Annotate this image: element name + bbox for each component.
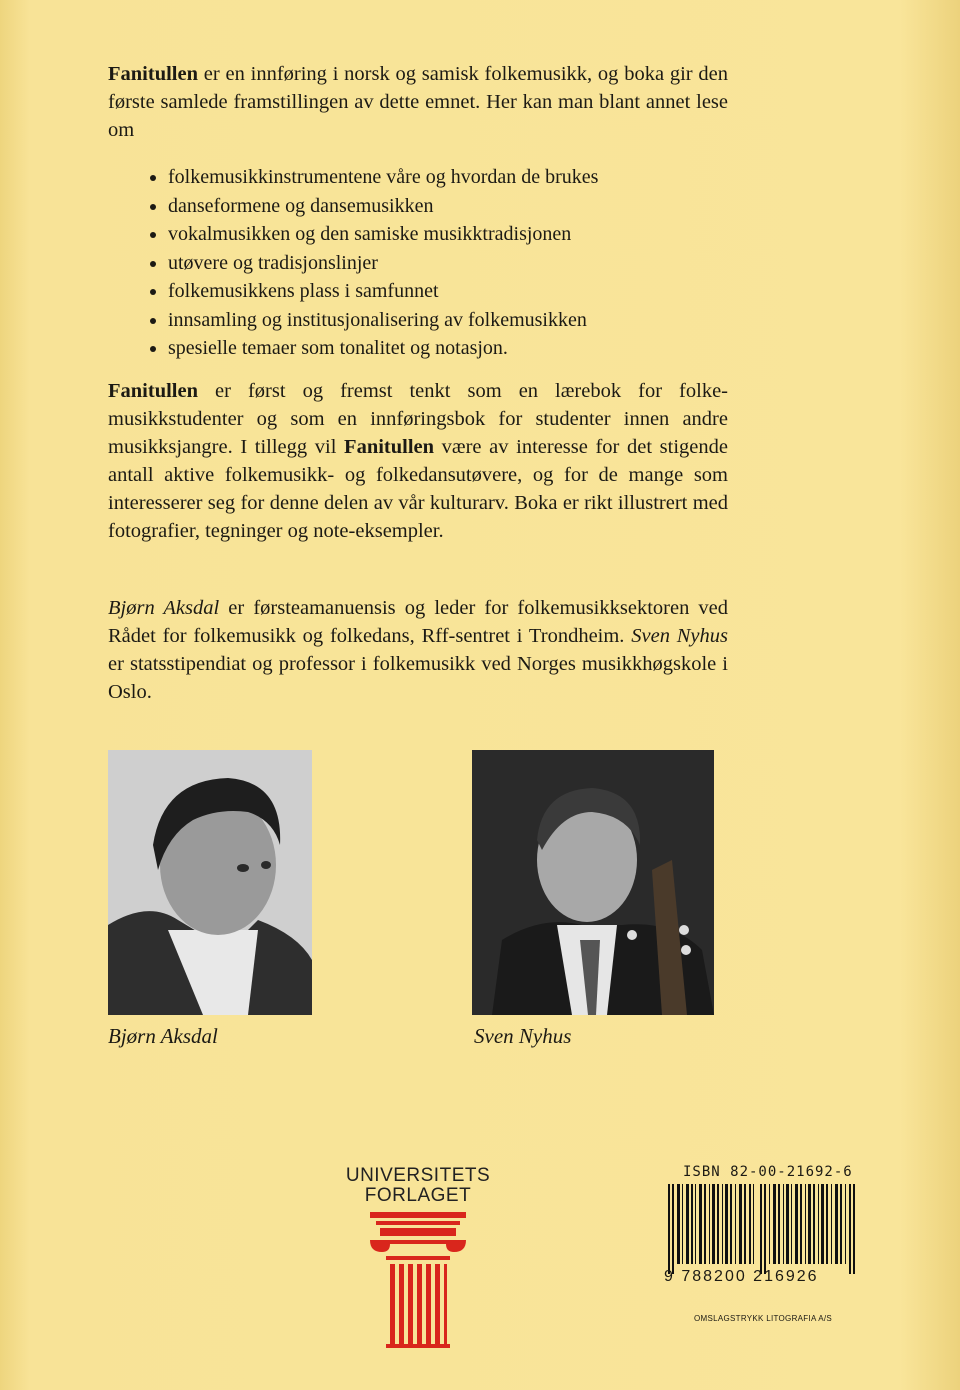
- portrait-illustration: [472, 750, 714, 1015]
- photo-caption-right: Sven Nyhus: [474, 1024, 572, 1048]
- column-logo-icon: [370, 1212, 466, 1348]
- list-item: folkemusikkinstrumentene våre og hvordan de brukes: [150, 163, 598, 192]
- bullet-icon: [150, 232, 156, 238]
- intro-paragraph: [108, 60, 728, 144]
- bullet-icon: [150, 261, 156, 267]
- bullet-icon: [150, 204, 156, 210]
- bullet-icon: [150, 175, 156, 181]
- author-name: Sven Nyhus: [631, 625, 729, 647]
- bullet-icon: [150, 318, 156, 324]
- list-item: spesielle temaer som tonalitet og notasjon.: [150, 334, 598, 363]
- barcode-digits: 9 788200 216926: [664, 1268, 819, 1285]
- list-item: utøvere og tradisjonslinjer: [150, 249, 598, 278]
- book-title-bold: Fanitullen: [108, 380, 198, 402]
- intro-text: er en innføring i norsk og samisk folkemusikk, og boka gir den første samlede framstillingen av dette emnet. Her kan man blant annet lese om: [108, 63, 728, 141]
- topic-list: [150, 163, 598, 363]
- authors-paragraph: Bjørn Aksdal er førsteamanuensis og leder for folkemusikksektoren ved Rådet for folkemusikk og folkedans, Rff-sentret i Trondheim. Sven Nyhus er statsstipendiat og professor i folkemusikk ved Norges musikkhøgskole i Oslo.: [108, 597, 729, 703]
- photo-caption-left: Bjørn Aksdal: [108, 1024, 218, 1048]
- bullet-icon: [150, 346, 156, 352]
- list-item: danseformene og dansemusikken: [150, 192, 598, 221]
- list-item: vokalmusikken og den samiske musikktradisjonen: [150, 220, 598, 249]
- portrait-illustration: [108, 750, 312, 1015]
- author-photo-nyhus: [472, 750, 714, 1015]
- author-photo-aksdal: [108, 750, 312, 1015]
- bullet-icon: [150, 289, 156, 295]
- description-paragraph: Fanitullen er først og fremst tenkt som en lærebok for folke-musikkstudenter og som en innføringsbok for studenter innen andre musikksjangre. I tillegg vil Fanitullen være av interesse for det stigende antall aktive folkemusikk- og folkedansutøvere, og for de mange som interesserer seg for denne delen av vår kulturarv. Boka er rikt illustrert med fotografier, tegninger og note-eksempler.: [108, 380, 728, 542]
- list-item: folkemusikkens plass i samfunnet: [150, 277, 598, 306]
- list-item: innsamling og institusjonalisering av folkemusikken: [150, 306, 598, 335]
- printer-credit: OMSLAGSTRYKK LITOGRAFIA A/S: [694, 1314, 833, 1323]
- publisher-name: UNIVERSITETS FORLAGET: [345, 1165, 491, 1206]
- barcode-icon: [664, 1184, 866, 1274]
- isbn-label: ISBN 82-00-21692-6: [683, 1164, 853, 1180]
- author-name: Bjørn Aksdal: [108, 597, 220, 619]
- book-title-bold: Fanitullen: [108, 63, 198, 85]
- book-title-bold: Fanitullen: [344, 436, 435, 458]
